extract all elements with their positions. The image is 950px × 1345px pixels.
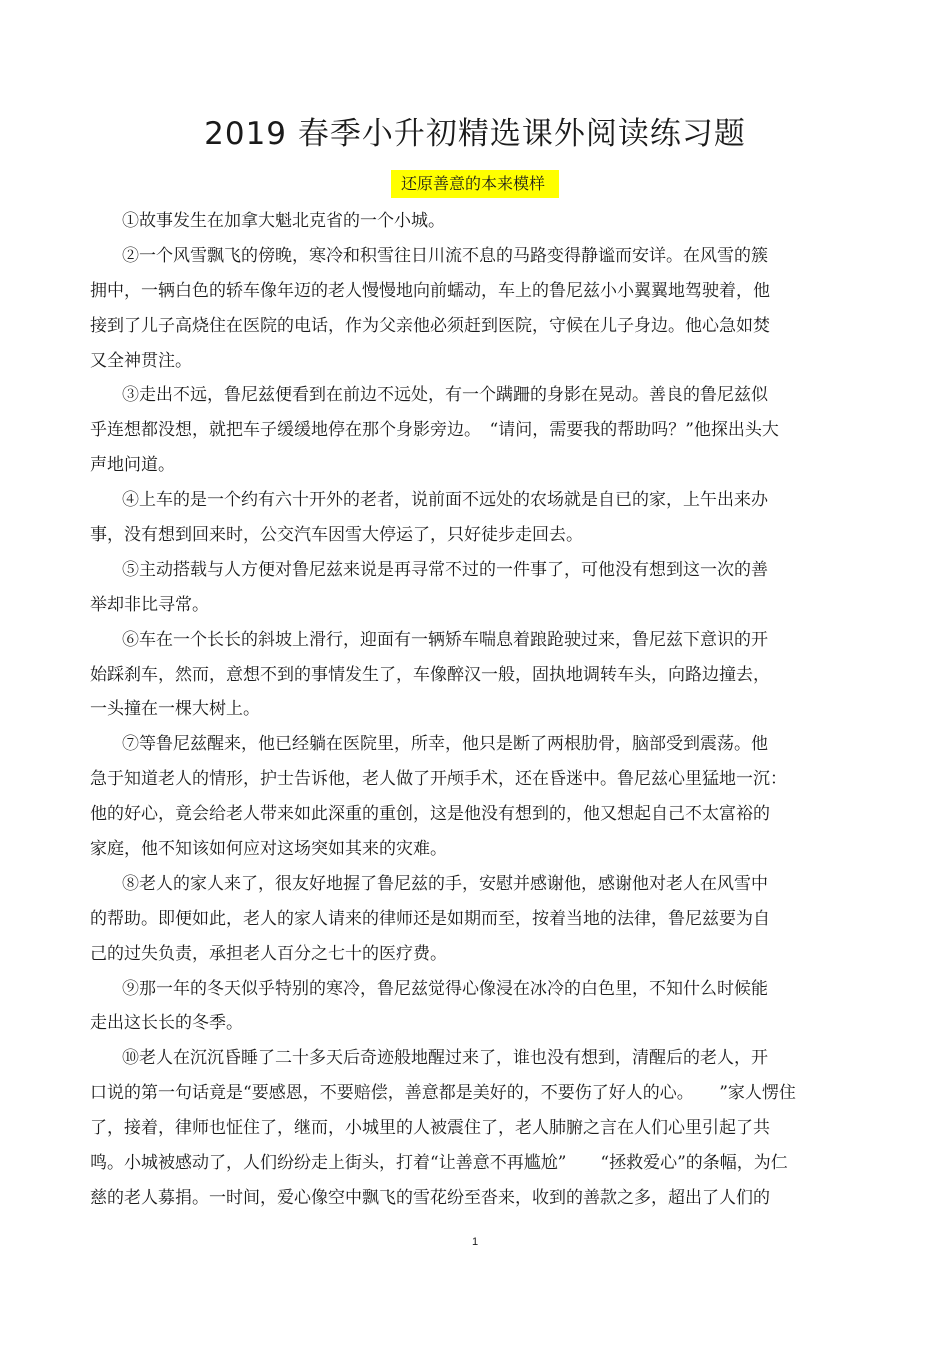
paragraph-line: ①故事发生在加拿大魁北克省的一个小城。: [122, 211, 445, 231]
paragraph-line: 接到了儿子高烧住在医院的电话，作为父亲他必须赶到医院，守候在儿子身边。他心急如焚: [90, 315, 770, 336]
highlighted-subtitle: 还原善意的本来模样: [391, 170, 559, 198]
paragraph-line: ⑤主动搭载与人方便对鲁尼兹来说是再寻常不过的一件事了，可他没有想到这一次的善: [122, 559, 768, 580]
article-body: [90, 204, 860, 1216]
paragraph-line: ③走出不远，鲁尼兹便看到在前边不远处，有一个蹒跚的身影在晃动。善良的鲁尼兹似: [122, 385, 768, 406]
paragraph-line: 的帮助。即便如此，老人的家人请来的律师还是如期而至，按着当地的法律，鲁尼兹要为自: [90, 908, 770, 929]
paragraph-line: 己的过失负责，承担老人百分之七十的医疗费。: [90, 943, 447, 964]
paragraph-line: 口说的第一句话竟是“要感恩，不要赔偿，善意都是美好的，不要伤了好人的心。 ”家人愣住: [90, 1083, 796, 1104]
paragraph-line: 拥中，一辆白色的轿车像年迈的老人慢慢地向前蠕动，车上的鲁尼兹小小翼翼地驾驶着，他: [90, 280, 770, 301]
paragraph-line: 走出这长长的冬季。: [90, 1013, 243, 1034]
paragraph-line: ⑥车在一个长长的斜坡上滑行，迎面有一辆矫车喘息着踉跄驶过来，鲁尼兹下意识的开: [122, 629, 768, 650]
paragraph-line: 声地问道。: [90, 455, 175, 476]
paragraph-line: ④上车的是一个约有六十开外的老者，说前面不远处的农场就是自已的家，上午出来办: [122, 490, 768, 511]
paragraph-line: 了，接着，律师也怔住了，继而，小城里的人被震住了，老人肺腑之言在人们心里引起了共: [90, 1118, 770, 1139]
paragraph-line: 事，没有想到回来时，公交汽车因雪大停运了，只好徒步走回去。: [90, 525, 583, 546]
paragraph-line: 慈的老人募捐。一时间，爱心像空中飘飞的雪花纷至沓来，收到的善款之多，超出了人们的: [90, 1187, 770, 1208]
paragraph-line: 他的好心，竟会给老人带来如此深重的重创，这是他没有想到的，他又想起自己不太富裕的: [90, 804, 770, 825]
paragraph-line: ⑩老人在沉沉昏睡了二十多天后奇迹般地醒过来了，谁也没有想到，清醒后的老人，开: [122, 1048, 768, 1069]
paragraph-line: 又全神贯注。: [90, 350, 192, 371]
paragraph-line: ⑨那一年的冬天似乎特别的寒冷，鲁尼兹觉得心像浸在冰冷的白色里，不知什么时候能: [122, 978, 768, 999]
paragraph-line: 急于知道老人的情形，护士告诉他，老人做了开颅手术，还在昏迷中。鲁尼兹心里猛地一沉：: [90, 769, 787, 790]
paragraph-line: ②一个风雪飘飞的傍晚，寒冷和积雪往日川流不息的马路变得静谧而安详。在风雪的簇: [122, 245, 768, 266]
page-number: 1: [471, 1236, 479, 1248]
paragraph-line: 家庭，他不知该如何应对这场突如其来的灾难。: [90, 839, 447, 860]
paragraph-line: 举却非比寻常。: [90, 594, 209, 615]
document-title: 2019 春季小升初精选课外阅读练习题: [204, 115, 746, 152]
paragraph-line: ⑧老人的家人来了，很友好地握了鲁尼兹的手，安慰并感谢他，感谢他对老人在风雪中: [122, 873, 768, 894]
subtitle-container: [0, 170, 950, 198]
paragraph-line: 始踩刹车，然而，意想不到的事情发生了，车像醉汉一般，固执地调转车头，向路边撞去，: [90, 664, 770, 685]
paragraph-line: 鸣。小城被感动了，人们纷纷走上街头，打着“让善意不再尴尬” “拯救爱心”的条幅，为仁: [90, 1153, 788, 1174]
paragraph-line: 一头撞在一棵大树上。: [90, 699, 260, 720]
paragraph-line: ⑦等鲁尼兹醒来，他已经躺在医院里，所幸，他只是断了两根肋骨，脑部受到震荡。他: [122, 734, 768, 755]
paragraph-line: 乎连想都没想，就把车子缓缓地停在那个身影旁边。 “请问，需要我的帮助吗？”他探出头大: [90, 420, 779, 441]
